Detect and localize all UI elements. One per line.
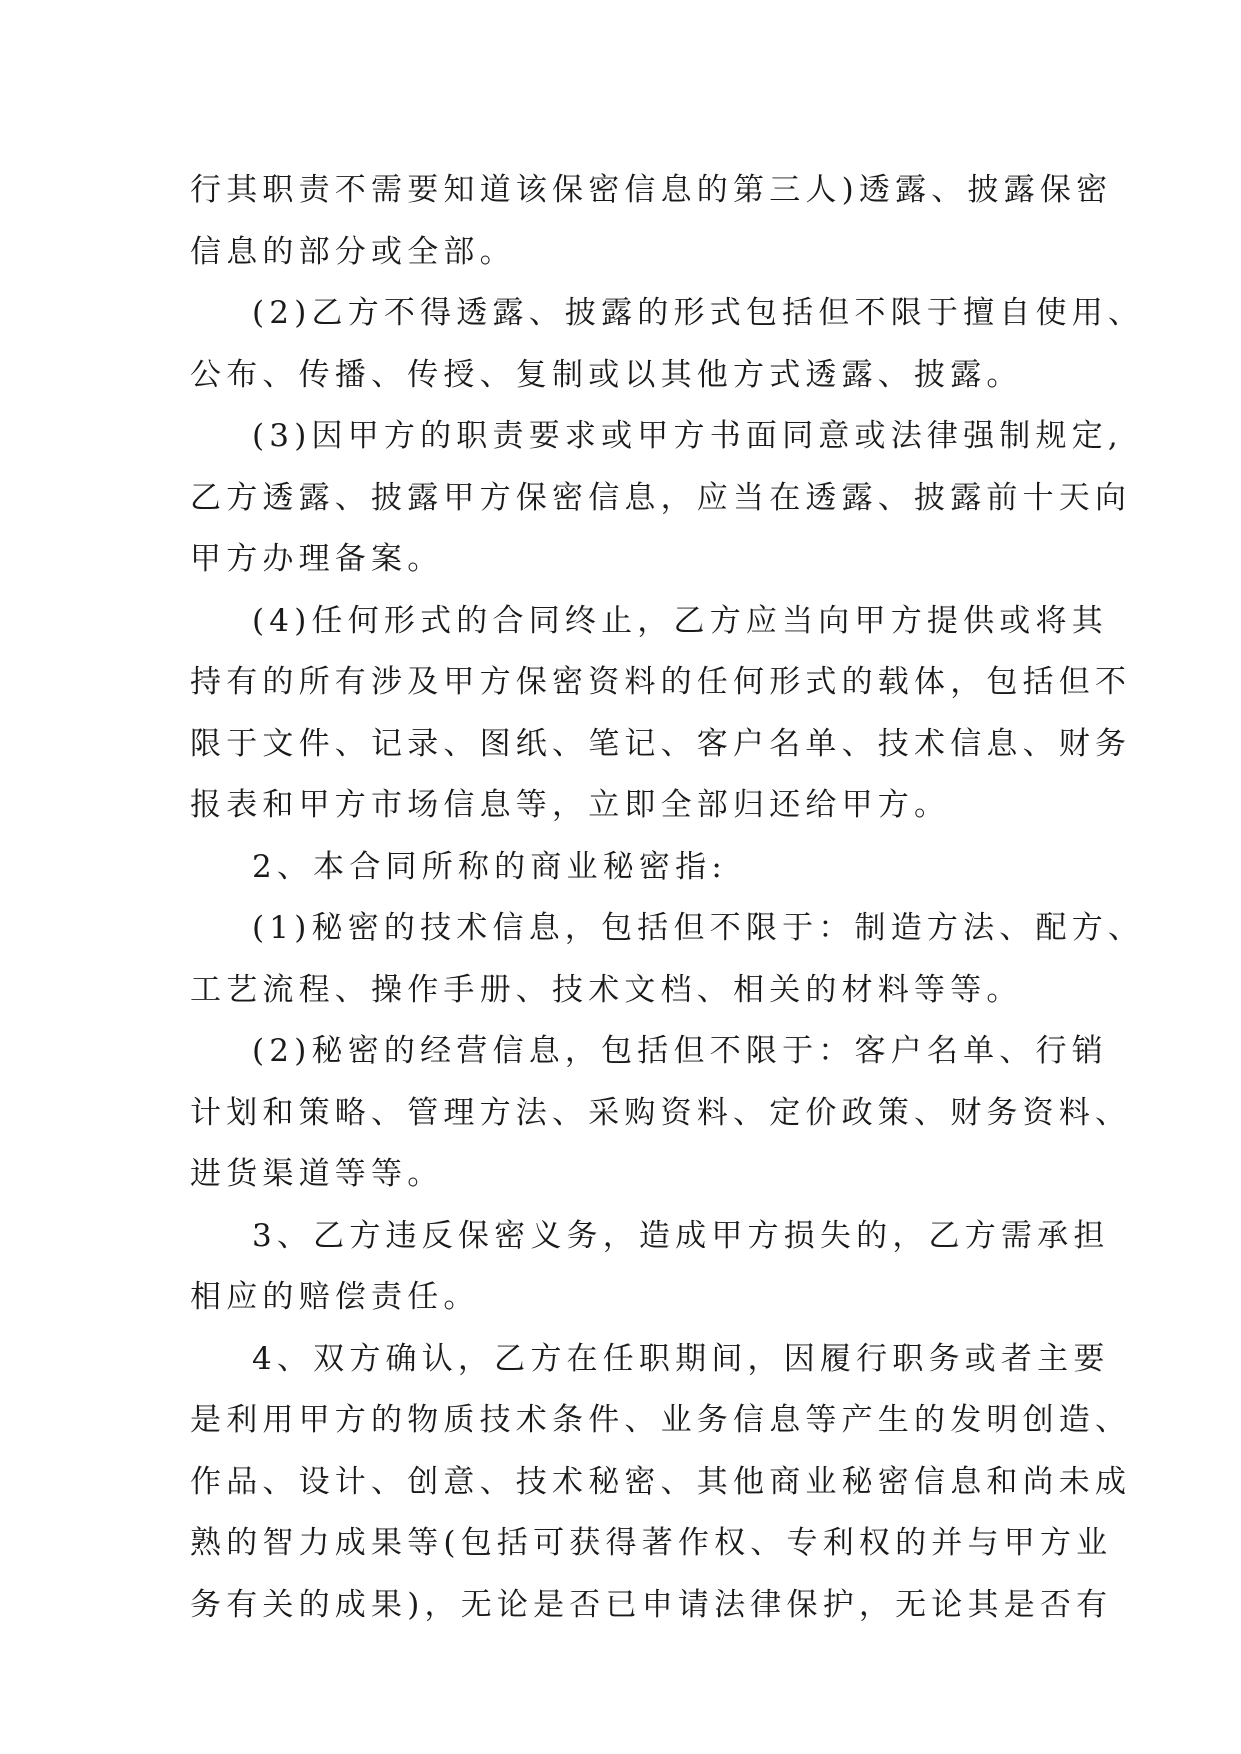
- text-line: (2)乙方不得透露、披露的形式包括但不限于擅自使用、: [252, 295, 1145, 331]
- text-line: 是利用甲方的物质技术条件、业务信息等产生的发明创造、: [190, 1402, 1132, 1438]
- text-line: 进货渠道等等。: [190, 1156, 444, 1192]
- text-line: 作品、设计、创意、技术秘密、其他商业秘密信息和尚未成: [190, 1463, 1132, 1500]
- document-body: [190, 160, 1145, 1636]
- text-line: 公布、传播、传授、复制或以其他方式透露、披露。: [190, 356, 1023, 393]
- text-line: 相应的赔偿责任。: [190, 1279, 480, 1315]
- text-line: (4)任何形式的合同终止，乙方应当向甲方提供或将其: [252, 602, 1108, 639]
- text-line: 持有的所有涉及甲方保密资料的任何形式的载体，包括但不: [190, 664, 1132, 700]
- text-line: 乙方透露、披露甲方保密信息，应当在透露、披露前十天向: [190, 479, 1132, 516]
- text-line: 限于文件、记录、图纸、笔记、客户名单、技术信息、财务: [190, 725, 1132, 762]
- text-line: 甲方办理备案。: [190, 541, 444, 577]
- text-line: 2、本合同所称的商业秘密指:: [252, 848, 727, 885]
- text-line: (3)因甲方的职责要求或甲方书面同意或法律强制规定,: [252, 418, 1123, 454]
- text-line: 工艺流程、操作手册、技术文档、相关的材料等等。: [190, 971, 1023, 1008]
- text-line: 4、双方确认，乙方在任职期间，因履行职务或者主要: [252, 1340, 1110, 1377]
- text-line: (1)秘密的技术信息，包括但不限于：制造方法、配方、: [252, 910, 1145, 946]
- text-line: 计划和策略、管理方法、采购资料、定价政策、财务资料、: [190, 1094, 1132, 1131]
- text-line: 信息的部分或全部。: [190, 233, 516, 270]
- text-line: 务有关的成果)，无论是否已申请法律保护，无论其是否有: [190, 1586, 1113, 1623]
- text-line: (2)秘密的经营信息，包括但不限于：客户名单、行销: [252, 1033, 1108, 1069]
- text-line: 3、乙方违反保密义务，造成甲方损失的，乙方需承担: [252, 1217, 1110, 1254]
- text-line: 报表和甲方市场信息等，立即全部归还给甲方。: [190, 787, 951, 823]
- text-line: 行其职责不需要知道该保密信息的第三人)透露、披露保密: [190, 172, 1113, 208]
- text-line: 熟的智力成果等(包括可获得著作权、专利权的并与甲方业: [190, 1525, 1113, 1561]
